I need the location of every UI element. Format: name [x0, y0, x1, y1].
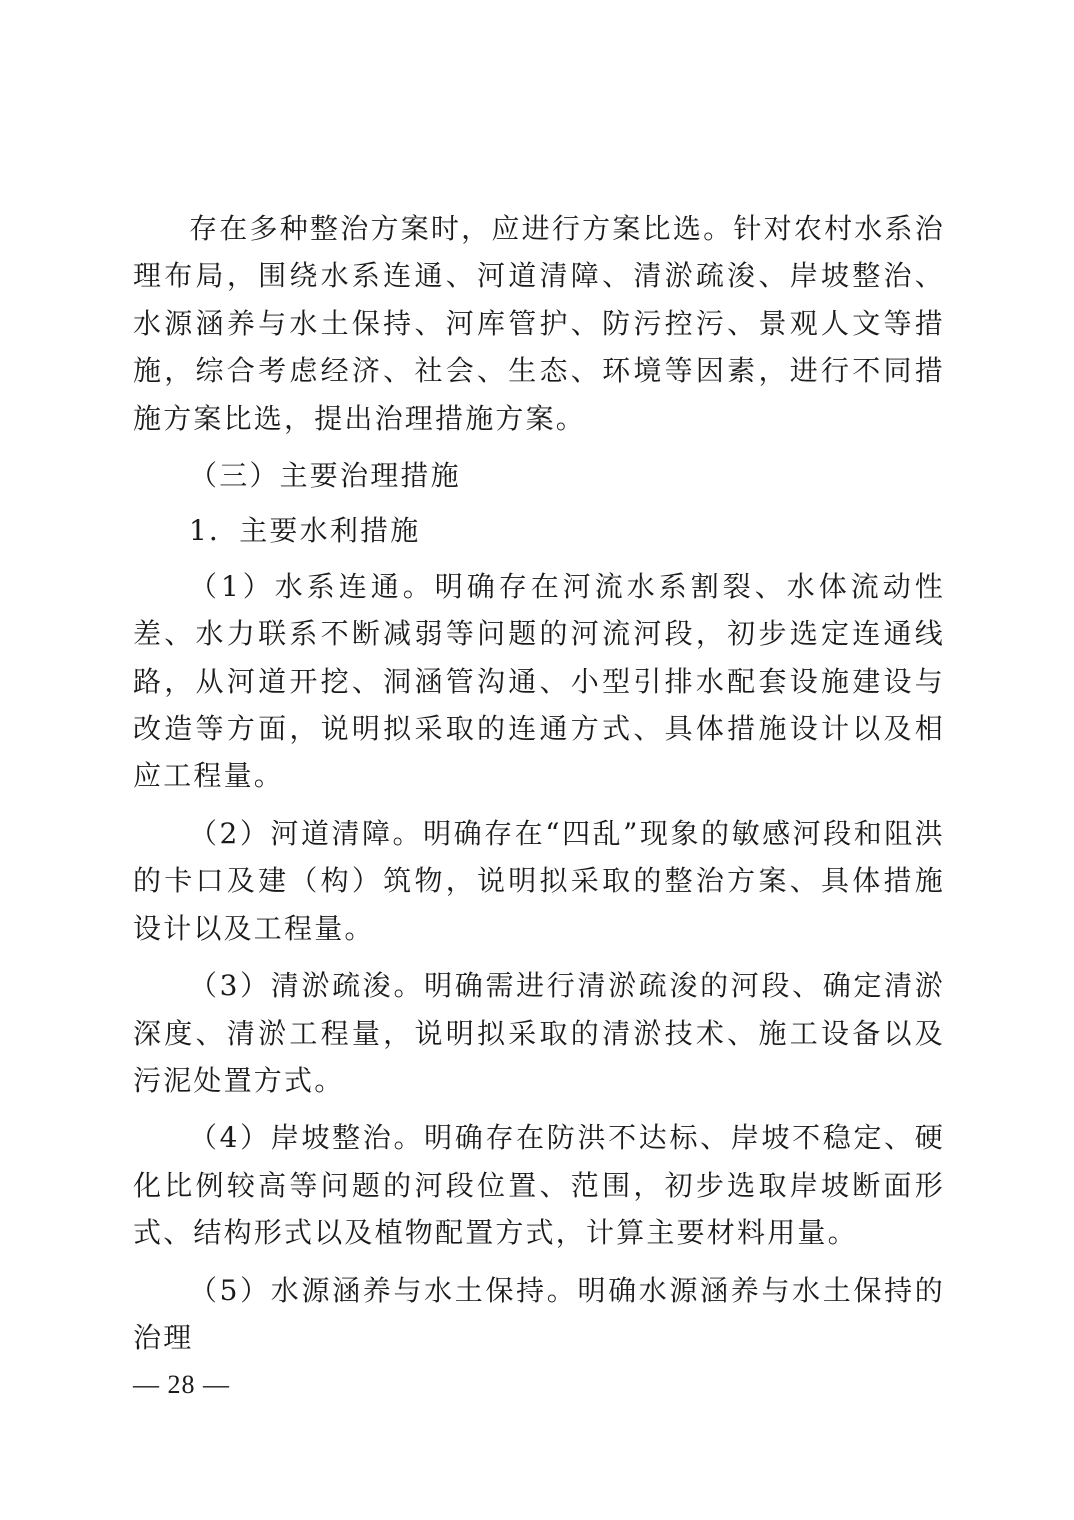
- paragraph-river-clearing: （2）河道清障。明确存在“四乱”现象的敏感河段和阻洪的卡口及建（构）筑物，说明拟采取的整治方案、具体措施设计以及工程量。: [133, 816, 945, 945]
- paragraph-water-conservation: （5）水源涵养与水土保持。明确水源涵养与水土保持的治理: [133, 1273, 945, 1354]
- paragraph-dredging: （3）清淤疏浚。明确需进行清淤疏浚的河段、确定清淤深度、清淤工程量，说明拟采取的清淤技术、施工设备以及污泥处置方式。: [133, 969, 945, 1097]
- section-heading-main-measures: （三）主要治理措施: [189, 459, 461, 493]
- paragraph-water-connectivity: （1）水系连通。明确存在河流水系割裂、水体流动性差、水力联系不断减弱等问题的河流河段，初步选定连通线路，从河道开挖、洞涵管沟通、小型引排水配套设施建设与改造等方面，说明拟采取的连通方式、具体措施设计以及相应工程量。: [133, 569, 945, 793]
- paragraph-bank-remediation: （4）岸坡整治。明确存在防洪不达标、岸坡不稳定、硬化比例较高等问题的河段位置、范围，初步选取岸坡断面形式、结构形式以及植物配置方式，计算主要材料用量。: [133, 1121, 945, 1250]
- paragraph-scheme-comparison: 存在多种整治方案时，应进行方案比选。针对农村水系治理布局，围绕水系连通、河道清障、清淤疏浚、岸坡整治、水源涵养与水土保持、河库管护、防污控污、景观人文等措施，综合考虑经济、社会、生态、环境等因素，进行不同措施方案比选，提出治理措施方案。: [133, 212, 945, 435]
- subsection-heading-water-measures: 1．主要水利措施: [189, 514, 421, 548]
- page-number: — 28 —: [133, 1370, 230, 1399]
- body-text: [133, 205, 945, 1361]
